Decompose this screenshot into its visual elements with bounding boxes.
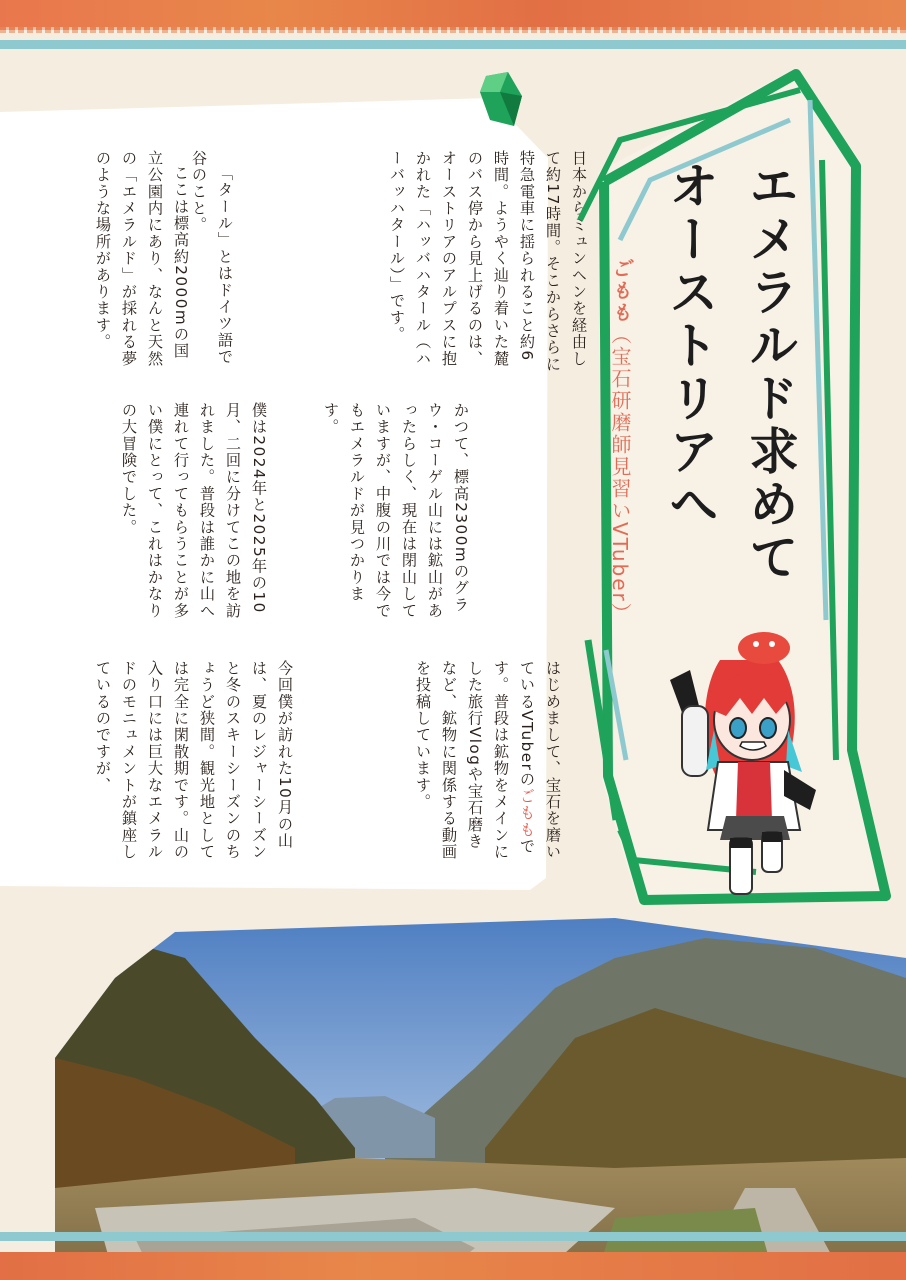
article-column-adventure: 僕は2024年と2025年の10月、二回に分けてこの地を訪れました。普段は誰かに山へ連れて行ってもらうことが多い僕にとって、これはかなりの大冒険でした。 [120,402,268,620]
top-teal-stripe [0,40,906,49]
alpine-valley-photo [55,918,906,1280]
bottom-orange-band [0,1252,906,1280]
top-orange-band [0,0,906,30]
article-title: エメラルド求めてオーストリアへ [661,160,799,584]
article-column-tal: 「タール」とはドイツ語で谷のこと。 [190,150,234,366]
article-column-emerald-site: ここは標高約2000mの国立公園内にあり、なんと天然の「エメラルド」が採れる夢のような場所があります。 [94,150,190,368]
article-column-intro: はじめまして、宝石を磨いているVTuberのごももです。普段は鉱物をメインにした旅行Vlogや宝石磨きなど、鉱物に関係する動画を投稿しています。 [414,660,562,861]
author-byline [606,258,635,625]
author-name-highlight: ごもも [518,788,536,839]
article-column-journey: 日本からミュンヘンを経由して約17時間。そこからさらに特急電車に揺られること約6時間。ようやく辿り着いた麓のバス停から見上げるのは、オーストリアのアルプスに抱かれた「ハッバハタール（ハーバッハタール）」です。 [388,150,588,373]
article-column-season: 今回僕が訪れた10月の山は、夏のレジャーシーズンと冬のスキーシーズンのちょうど狭間。観光地としては完全に閑散期です。山の入り口には巨大なエメラルドのモニュメントが鎮座しているのですが、 [94,660,294,861]
bottom-teal-stripe [0,1232,906,1241]
article-column-mine: かつて、標高2300mのグラウ・コーゲル山には鉱山があったらしく、現在は閉山していますが、中腹の川では今でもエメラルドが見つかります。 [322,402,470,620]
byline-name: ごもも [608,258,632,324]
emerald-gem-icon [478,70,524,130]
byline-role: （宝石研磨師見習いVTuber） [608,324,632,625]
mascot-character-illustration [660,620,850,900]
